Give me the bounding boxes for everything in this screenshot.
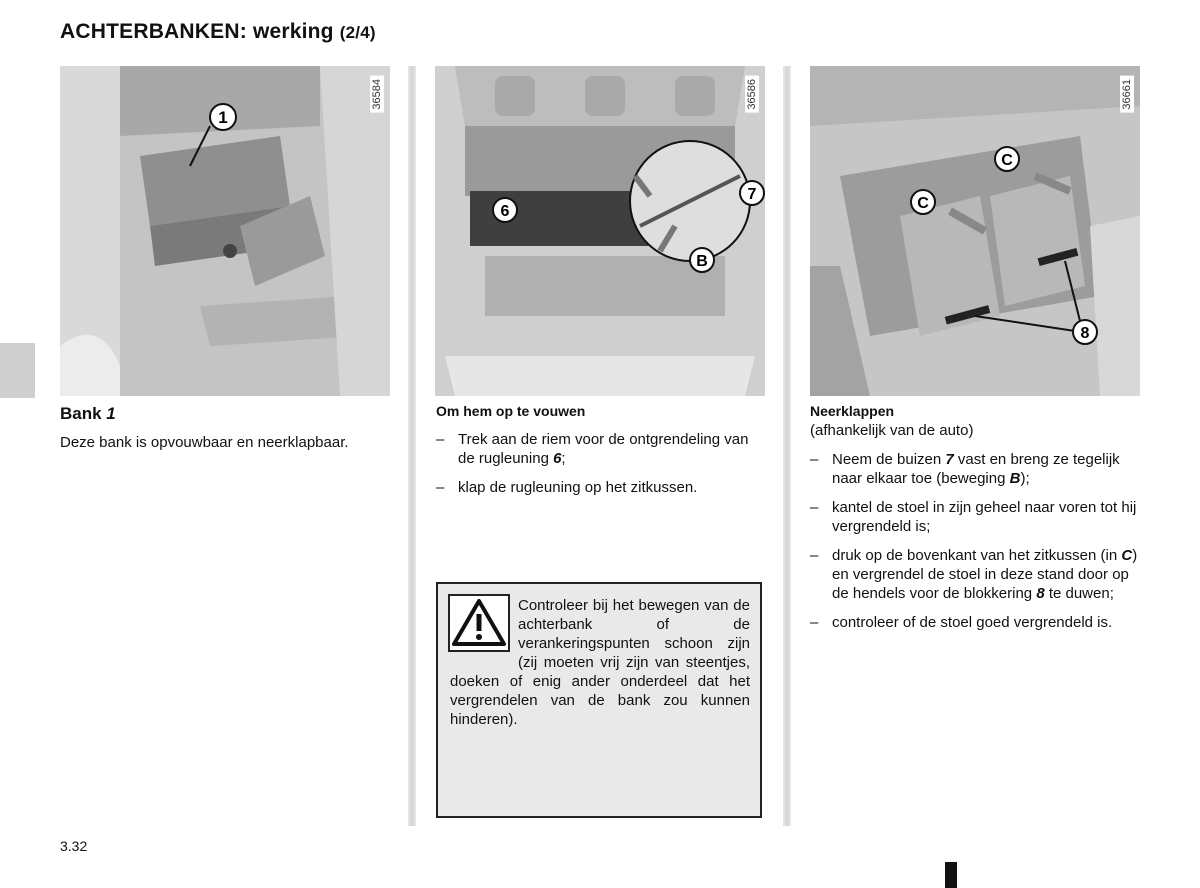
figure-label-8: 8 xyxy=(1080,325,1090,342)
seat-illustration-2 xyxy=(435,66,765,396)
figure-label-6: 6 xyxy=(500,203,510,220)
list-item: – kantel de stoel in zijn geheel naar voren tot hij vergrendeld is; xyxy=(810,498,1140,536)
page-title xyxy=(60,20,376,44)
folddown-steps xyxy=(810,450,1140,642)
page-edge-marker xyxy=(945,862,957,888)
figure-id: 36584 xyxy=(370,76,384,113)
warning-text: Controleer bij het bewegen van de achterbank of de verankeringspunten schoon zijn (zij moeten vrij zijn van steentjes, doeken of enig ander onderdeel dat het vergrendelen van de bank zou kunnen hinderen). xyxy=(450,597,750,728)
figure-id: 36586 xyxy=(745,76,759,113)
warning-text-wrap xyxy=(450,596,750,729)
list-item: – controleer of de stoel goed vergrendeld is. xyxy=(810,613,1140,632)
bench-heading xyxy=(60,404,116,424)
figure-fold-down xyxy=(810,66,1140,396)
figure-label-c-2: C xyxy=(917,195,929,212)
bench-description: Deze bank is opvouwbaar en neerklapbaar. xyxy=(60,434,349,451)
figure-label-1: 1 xyxy=(218,108,228,127)
bench-heading-num: 1 xyxy=(106,404,116,423)
list-item: – druk op de bovenkant van het zitkussen (in C) en vergrendel de stoel in deze stand door op de hendels voor de blokkering 8 te duwen; xyxy=(810,546,1140,603)
list-item: – Trek aan de riem voor de ontgrendeling van de rugleuning 6; xyxy=(436,430,766,468)
seat-illustration-3 xyxy=(810,66,1140,396)
title-main: ACHTERBANKEN: werking xyxy=(60,20,334,43)
bench-heading-prefix: Bank xyxy=(60,404,107,423)
folddown-subheading: (afhankelijk van de auto) xyxy=(810,422,974,439)
column-divider-1 xyxy=(408,66,416,826)
figure-label-b: B xyxy=(696,253,708,270)
fold-steps xyxy=(436,430,766,507)
folddown-heading: Neerklappen xyxy=(810,403,895,419)
figure-label-7: 7 xyxy=(747,186,757,203)
figure-bench-1 xyxy=(60,66,390,396)
fold-heading: Om hem op te vouwen xyxy=(436,403,586,419)
figure-label-c-1: C xyxy=(1001,152,1013,169)
page-number: 3.32 xyxy=(60,838,88,854)
column-divider-2 xyxy=(783,66,791,826)
seat-illustration-1 xyxy=(60,66,390,396)
list-item: – klap de rugleuning op het zitkussen. xyxy=(436,478,766,497)
warning-box xyxy=(436,582,762,818)
list-item: – Neem de buizen 7 vast en breng ze tegelijk naar elkaar toe (beweging B); xyxy=(810,450,1140,488)
section-tab xyxy=(0,343,35,398)
figure-id: 36661 xyxy=(1120,76,1134,113)
title-suffix: (2/4) xyxy=(339,23,376,42)
figure-fold xyxy=(435,66,765,396)
